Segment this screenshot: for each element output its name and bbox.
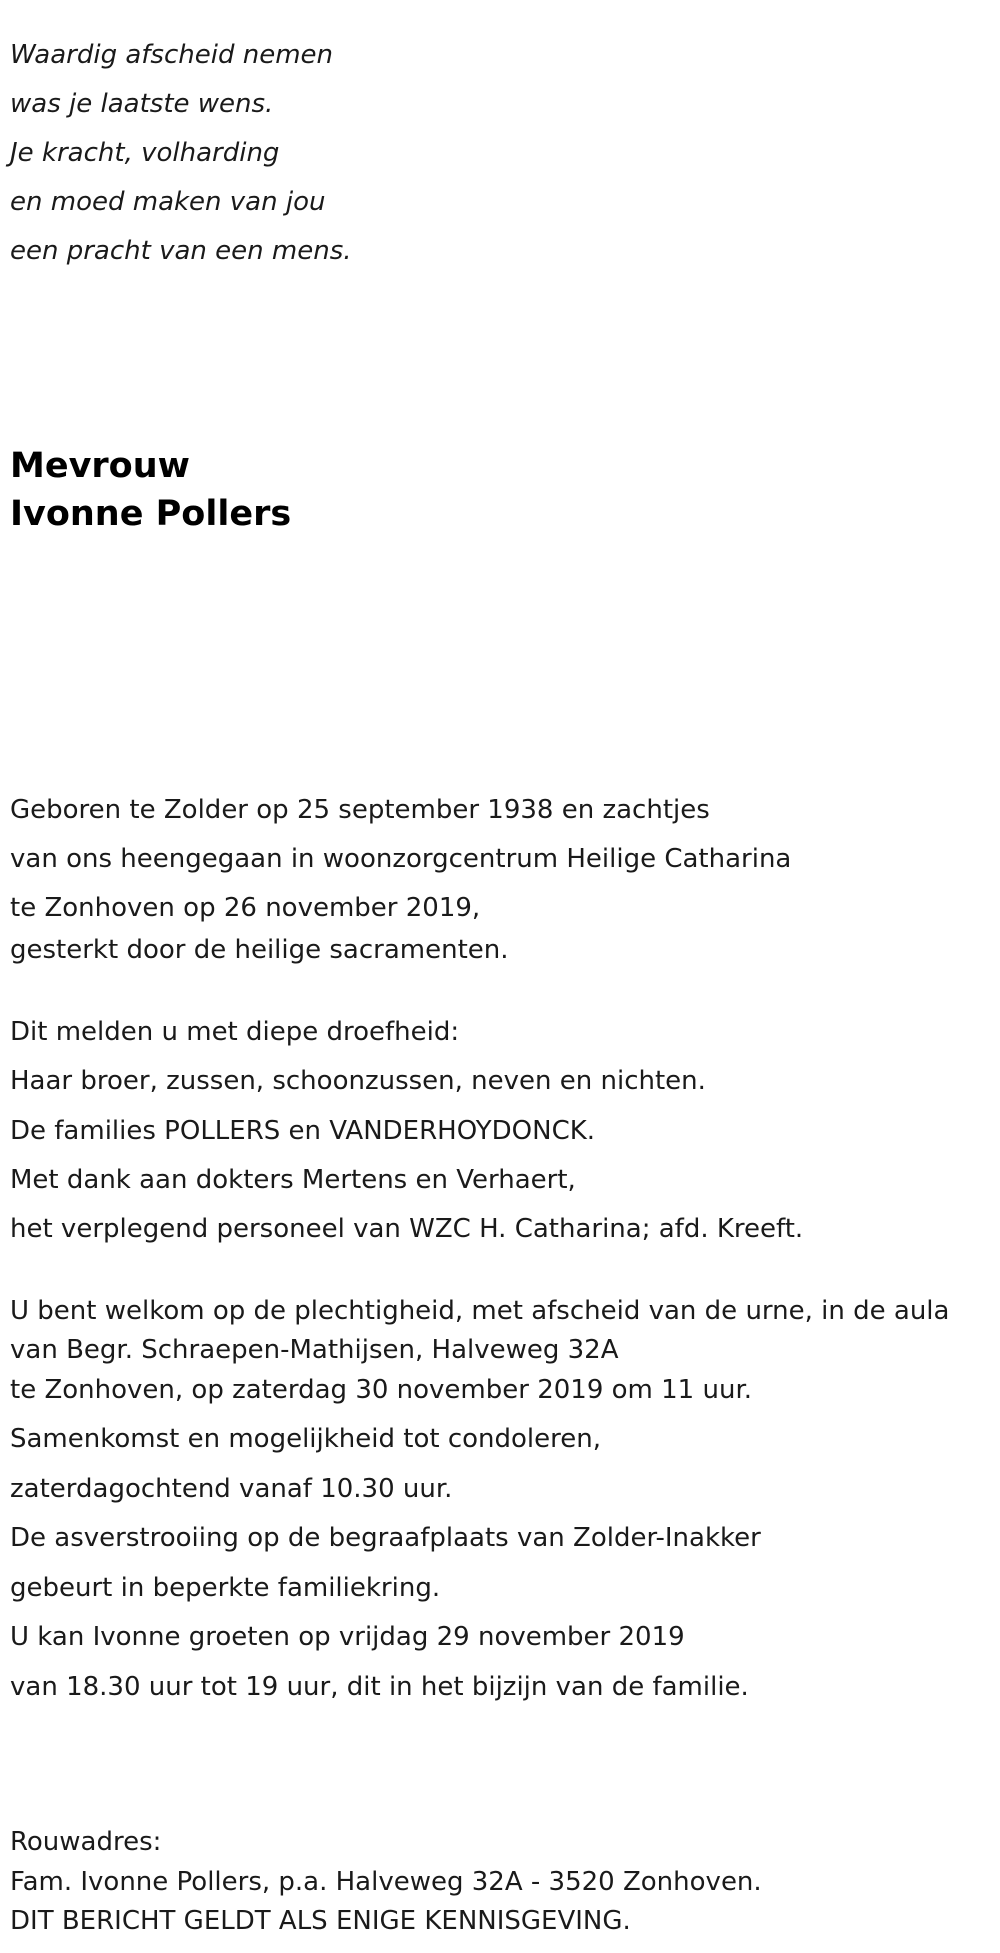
ceremony-line: U kan Ivonne groeten op vrijdag 29 november 2019 xyxy=(10,1622,685,1652)
ceremony-line: U bent welkom op de plechtigheid, met afscheid van de urne, in de aula xyxy=(10,1296,950,1326)
mourners-line: Dit melden u met diepe droefheid: xyxy=(10,1017,460,1047)
ceremony-line: zaterdagochtend vanaf 10.30 uur. xyxy=(10,1474,453,1504)
poem-line: een pracht van een mens. xyxy=(10,236,352,266)
announcement-line: gesterkt door de heilige sacramenten. xyxy=(10,935,509,965)
notice-disclaimer: DIT BERICHT GELDT ALS ENIGE KENNISGEVING. xyxy=(10,1906,631,1936)
ceremony-line: De asverstrooiing op de begraafplaats van Zolder-Inakker xyxy=(10,1523,761,1553)
address-heading: Rouwadres: xyxy=(10,1827,162,1857)
deceased-name: Ivonne Pollers xyxy=(10,494,292,534)
ceremony-line: van Begr. Schraepen-Mathijsen, Halveweg 32A xyxy=(10,1335,619,1365)
ceremony-line: Samenkomst en mogelijkheid tot condoleren, xyxy=(10,1424,602,1454)
salutation: Mevrouw xyxy=(10,446,190,486)
mourners-line: Haar broer, zussen, schoonzussen, neven en nichten. xyxy=(10,1066,706,1096)
poem-line: was je laatste wens. xyxy=(10,89,274,119)
announcement-line: van ons heengegaan in woonzorgcentrum Heilige Catharina xyxy=(10,844,792,874)
poem-line: en moed maken van jou xyxy=(10,187,326,217)
announcement-line: te Zonhoven op 26 november 2019, xyxy=(10,893,481,923)
announcement-line: Geboren te Zolder op 25 september 1938 en zachtjes xyxy=(10,795,710,825)
ceremony-line: gebeurt in beperkte familiekring. xyxy=(10,1573,441,1603)
poem-line: Je kracht, volharding xyxy=(10,138,280,168)
mourners-line: De families POLLERS en VANDERHOYDONCK. xyxy=(10,1116,596,1146)
mourners-line: het verplegend personeel van WZC H. Catharina; afd. Kreeft. xyxy=(10,1214,804,1244)
ceremony-line: te Zonhoven, op zaterdag 30 november 2019 om 11 uur. xyxy=(10,1375,753,1405)
poem-line: Waardig afscheid nemen xyxy=(10,40,334,70)
ceremony-line: van 18.30 uur tot 19 uur, dit in het bijzijn van de familie. xyxy=(10,1672,749,1702)
address-line: Fam. Ivonne Pollers, p.a. Halveweg 32A - 3520 Zonhoven. xyxy=(10,1867,762,1897)
mourners-line: Met dank aan dokters Mertens en Verhaert, xyxy=(10,1165,576,1195)
